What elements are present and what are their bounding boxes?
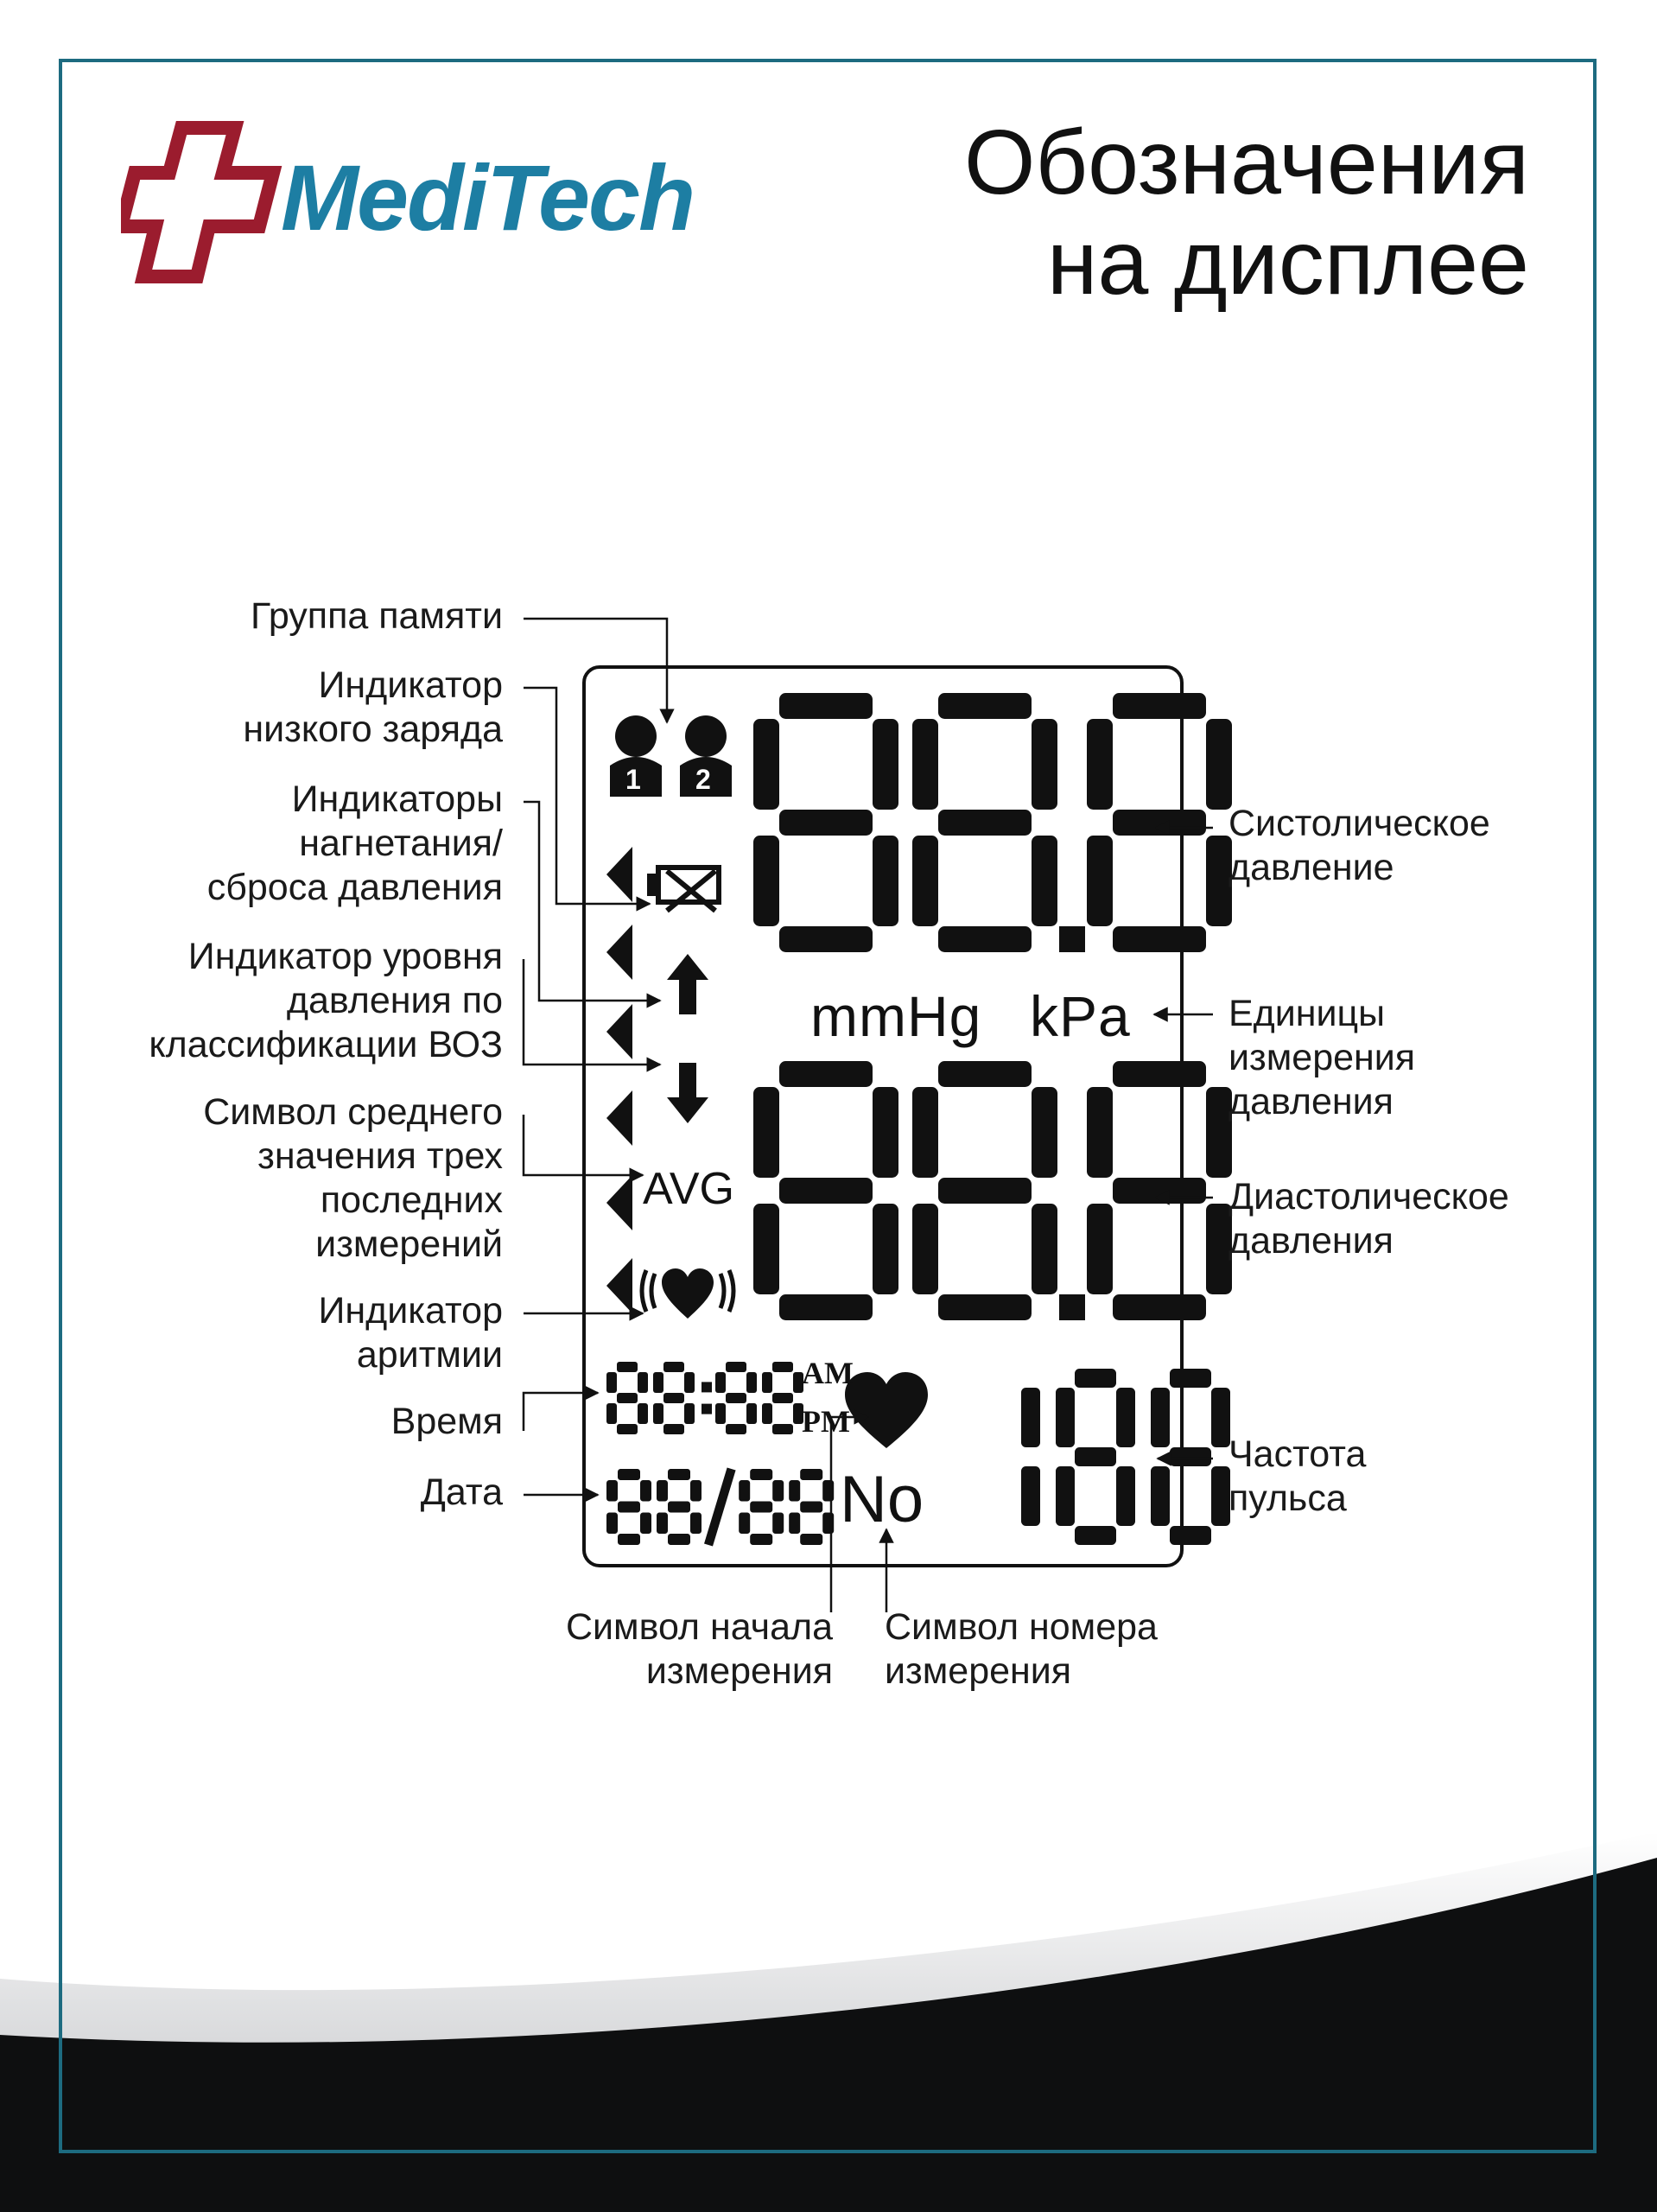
digit-segment [1170, 1369, 1211, 1388]
label-who-level: Индикатор уровня давления по классификации ВОЗ [149, 936, 503, 1065]
digit-segment [779, 1294, 873, 1320]
digit-segment [1021, 1466, 1040, 1526]
digit-segment [1075, 1369, 1116, 1388]
digit-segment [606, 1403, 617, 1424]
digit-segment [779, 926, 873, 952]
digit-segment [638, 1403, 648, 1424]
digit-segment [873, 719, 898, 810]
decimal-point [1059, 1294, 1085, 1320]
digit-segment [779, 810, 873, 836]
digit-segment [938, 926, 1032, 952]
digit-segment [638, 1372, 648, 1393]
digit-segment [789, 1480, 800, 1502]
digit-segment [657, 1513, 668, 1535]
digit-segment [726, 1362, 746, 1372]
digit-segment [715, 1372, 726, 1393]
digit-segment [1087, 1087, 1113, 1178]
digit-segment [1211, 1466, 1230, 1526]
digit-segment [800, 1534, 822, 1545]
digit-segment [618, 1502, 640, 1513]
digit-segment [1075, 1526, 1116, 1545]
digit-segment [1032, 719, 1057, 810]
user-1-number: 1 [625, 764, 641, 795]
digit-segment [938, 693, 1032, 719]
digit-segment [1032, 1204, 1057, 1294]
digit-segment [753, 1087, 779, 1178]
colon-dot [702, 1382, 712, 1392]
digit-segment [1021, 1388, 1040, 1447]
user-2-number: 2 [695, 764, 711, 795]
digit-segment [1116, 1388, 1135, 1447]
digit-segment [684, 1403, 695, 1424]
digit-segment [750, 1502, 772, 1513]
digit-segment [873, 1204, 898, 1294]
digit-segment [668, 1534, 690, 1545]
label-date: Дата [420, 1471, 503, 1513]
digit-segment [618, 1534, 640, 1545]
digit-segment [617, 1424, 638, 1434]
digit-segment [640, 1513, 651, 1535]
digit-segment [873, 1087, 898, 1178]
digit-segment [657, 1480, 668, 1502]
digit-segment [1206, 719, 1232, 810]
digit-segment [789, 1513, 800, 1535]
digit-segment [663, 1424, 684, 1434]
digit-segment [606, 1480, 618, 1502]
digit-segment [726, 1424, 746, 1434]
digit-segment [668, 1502, 690, 1513]
digit-segment [640, 1480, 651, 1502]
digit-segment [779, 1178, 873, 1204]
digit-segment [912, 719, 938, 810]
digit-segment [938, 1294, 1032, 1320]
title-line-1: Обозначения [963, 111, 1529, 213]
digit-segment [772, 1480, 784, 1502]
digit-segment [912, 1204, 938, 1294]
digit-segment [663, 1362, 684, 1372]
digit-segment [1087, 719, 1113, 810]
digit-segment [800, 1502, 822, 1513]
label-inflate-deflate: Индикаторы нагнетания/ сброса давления [206, 779, 503, 908]
digit-segment [1113, 810, 1206, 836]
digit-segment [1151, 1388, 1170, 1447]
digit-segment [772, 1513, 784, 1535]
digit-segment [1170, 1526, 1211, 1545]
digit-segment [690, 1480, 702, 1502]
digit-segment [739, 1480, 750, 1502]
digit-segment [762, 1372, 772, 1393]
digit-segment [606, 1513, 618, 1535]
digit-segment [1113, 693, 1206, 719]
digit-segment [606, 1372, 617, 1393]
colon-dot [702, 1404, 712, 1414]
digit-segment [653, 1372, 663, 1393]
digit-segment [1113, 1061, 1206, 1087]
title-line-2: на дисплее [1046, 212, 1529, 314]
digit-segment [779, 1061, 873, 1087]
digit-segment [739, 1513, 750, 1535]
digit-segment [779, 693, 873, 719]
label-memory-group: Группа памяти [251, 595, 503, 637]
label-number-symbol: Символ номера измерения [885, 1606, 1158, 1692]
digit-segment [762, 1403, 772, 1424]
avg-symbol: AVG [643, 1164, 734, 1214]
digit-segment [1087, 836, 1113, 926]
digit-segment [1170, 1447, 1211, 1466]
digit-segment [746, 1372, 757, 1393]
digit-segment [617, 1393, 638, 1403]
digit-segment [1087, 1204, 1113, 1294]
digit-segment [1075, 1447, 1116, 1466]
label-units: Единицы измерения давления [1228, 993, 1416, 1122]
digit-segment [726, 1393, 746, 1403]
digit-segment [1211, 1388, 1230, 1447]
digit-segment [1113, 1294, 1206, 1320]
digit-segment [663, 1393, 684, 1403]
digit-segment [668, 1469, 690, 1480]
label-average: Символ среднего значения трех последних измерений [203, 1091, 503, 1265]
digit-segment [617, 1362, 638, 1372]
digit-segment [753, 1204, 779, 1294]
label-start-symbol: Символ начала измерения [565, 1606, 833, 1692]
pm-symbol: PM [802, 1404, 850, 1439]
decimal-point [1059, 926, 1085, 952]
label-time: Время [390, 1401, 503, 1442]
digit-segment [1113, 1178, 1206, 1204]
brand-name: MediTech [281, 145, 695, 250]
digit-segment [618, 1469, 640, 1480]
digit-segment [1116, 1466, 1135, 1526]
digit-segment [753, 719, 779, 810]
digit-segment [772, 1424, 793, 1434]
digit-segment [912, 836, 938, 926]
label-low-battery: Индикатор низкого заряда [243, 664, 503, 750]
label-arrhythmia: Индикатор аритмии [318, 1290, 503, 1376]
digit-segment [653, 1403, 663, 1424]
label-diastolic: Диастолическое давления [1228, 1176, 1509, 1262]
digit-segment [1056, 1388, 1075, 1447]
digit-segment [772, 1362, 793, 1372]
digit-segment [873, 836, 898, 926]
label-systolic: Систолическое давление [1228, 803, 1490, 888]
digit-segment [1113, 926, 1206, 952]
digit-segment [938, 1178, 1032, 1204]
label-pulse: Частота пульса [1228, 1433, 1367, 1519]
digit-segment [684, 1372, 695, 1393]
digit-segment [938, 1061, 1032, 1087]
digit-segment [938, 810, 1032, 836]
am-symbol: AM [802, 1356, 854, 1390]
digit-segment [1032, 1087, 1057, 1178]
digit-segment [912, 1087, 938, 1178]
digit-segment [1056, 1466, 1075, 1526]
digit-segment [800, 1469, 822, 1480]
digit-segment [772, 1393, 793, 1403]
digit-segment [715, 1403, 726, 1424]
digit-segment [1032, 836, 1057, 926]
digit-segment [690, 1513, 702, 1535]
digit-segment [750, 1469, 772, 1480]
units-mmhg: mmHg [810, 984, 982, 1048]
digit-segment [750, 1534, 772, 1545]
no-symbol: No [840, 1463, 924, 1536]
digit-segment [753, 836, 779, 926]
digit-segment [746, 1403, 757, 1424]
digit-segment [1151, 1466, 1170, 1526]
units-kpa: kPa [1030, 984, 1131, 1048]
